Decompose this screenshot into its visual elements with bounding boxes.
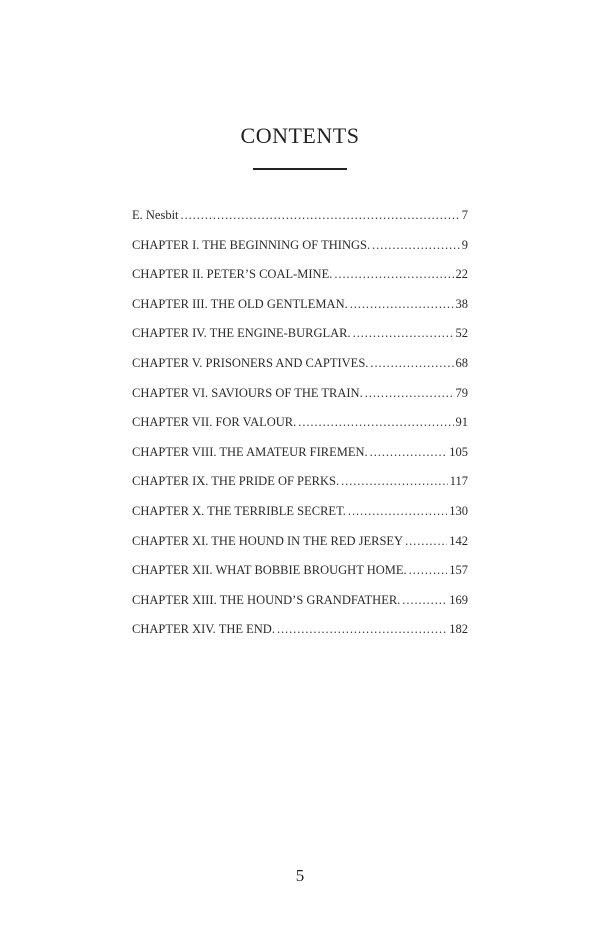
page-number: 5: [295, 866, 305, 885]
toc-entry-chapter-14[interactable]: [132, 619, 468, 649]
toc-entry-page: 22: [455, 267, 468, 282]
toc-entry-chapter-12[interactable]: [132, 560, 468, 590]
toc-entry-label: CHAPTER V. PRISONERS AND CAPTIVES.: [132, 355, 369, 370]
toc-dot-leader: [353, 323, 454, 343]
toc-entry-page: 79: [455, 385, 468, 400]
toc-dot-leader: [181, 205, 460, 225]
toc-entry-page: 130: [449, 503, 468, 518]
toc-entry-chapter-7[interactable]: [132, 412, 468, 442]
toc-dot-leader: [370, 353, 453, 373]
toc-dot-leader: [409, 560, 448, 580]
toc-dot-leader: [372, 235, 460, 255]
toc-entry-chapter-11[interactable]: [132, 531, 468, 561]
toc-entry-chapter-3[interactable]: [132, 294, 468, 324]
toc-dot-leader: [405, 531, 447, 551]
toc-entry-label: CHAPTER VI. SAVIOURS OF THE TRAIN.: [132, 385, 363, 400]
toc-entry-author[interactable]: [132, 205, 468, 235]
toc-entry-chapter-6[interactable]: [132, 383, 468, 413]
toc-entry-chapter-8[interactable]: [132, 442, 468, 472]
toc-entry-label: CHAPTER XI. THE HOUND IN THE RED JERSEY: [132, 533, 404, 548]
toc-entry-label: CHAPTER X. THE TERRIBLE SECRET.: [132, 503, 346, 518]
toc-entry-label: CHAPTER IV. THE ENGINE-BURGLAR.: [132, 326, 351, 341]
toc-entry-label: E. Nesbit: [132, 208, 179, 222]
toc-entry-label: CHAPTER XII. WHAT BOBBIE BROUGHT HOME.: [132, 563, 407, 578]
toc-entry-chapter-10[interactable]: [132, 501, 468, 531]
toc-entry-label: CHAPTER XIV. THE END.: [132, 622, 275, 637]
toc-entry-label: CHAPTER II. PETER’S COAL-MINE.: [132, 267, 333, 282]
toc-entry-chapter-9[interactable]: [132, 471, 468, 501]
toc-dot-leader: [402, 590, 447, 610]
toc-dot-leader: [334, 264, 453, 284]
toc-entry-label: CHAPTER VIII. THE AMATEUR FIREMEN.: [132, 444, 368, 459]
toc-entry-label: CHAPTER III. THE OLD GENTLEMAN.: [132, 296, 348, 311]
toc-entry-chapter-5[interactable]: [132, 353, 468, 383]
toc-entry-page: 157: [449, 563, 468, 578]
toc-entry-page: 117: [449, 474, 468, 489]
toc-entry-chapter-1[interactable]: [132, 235, 468, 265]
toc-entry-page: 68: [455, 355, 468, 370]
toc-dot-leader: [298, 412, 453, 432]
toc-entry-label: CHAPTER VII. FOR VALOUR.: [132, 415, 297, 430]
toc-dot-leader: [365, 383, 454, 403]
page-title: CONTENTS: [240, 123, 360, 148]
toc-entry-chapter-13[interactable]: [132, 590, 468, 620]
toc-entry-page: 7: [461, 208, 468, 222]
toc-dot-leader: [277, 619, 447, 639]
toc-entry-page: 91: [455, 415, 468, 430]
toc-entry-page: 52: [455, 326, 468, 341]
toc-entry-label: CHAPTER IX. THE PRIDE OF PERKS.: [132, 474, 340, 489]
toc-entry-label: CHAPTER I. THE BEGINNING OF THINGS.: [132, 237, 371, 252]
toc-entry-label: CHAPTER XIII. THE HOUND’S GRANDFATHER.: [132, 592, 401, 607]
toc-entry-page: 182: [449, 622, 468, 637]
toc-entry-page: 169: [449, 592, 468, 607]
toc-entry-page: 38: [455, 296, 468, 311]
title-rule: [253, 168, 347, 170]
toc-entry-page: 142: [449, 533, 468, 548]
toc-dot-leader: [348, 501, 447, 521]
toc-entry-chapter-4[interactable]: [132, 323, 468, 353]
toc-dot-leader: [350, 294, 454, 314]
table-of-contents: [132, 205, 468, 649]
toc-entry-page: 9: [461, 237, 468, 252]
toc-dot-leader: [370, 442, 448, 462]
toc-entry-page: 105: [449, 444, 468, 459]
toc-entry-chapter-2[interactable]: [132, 264, 468, 294]
toc-dot-leader: [341, 471, 448, 491]
